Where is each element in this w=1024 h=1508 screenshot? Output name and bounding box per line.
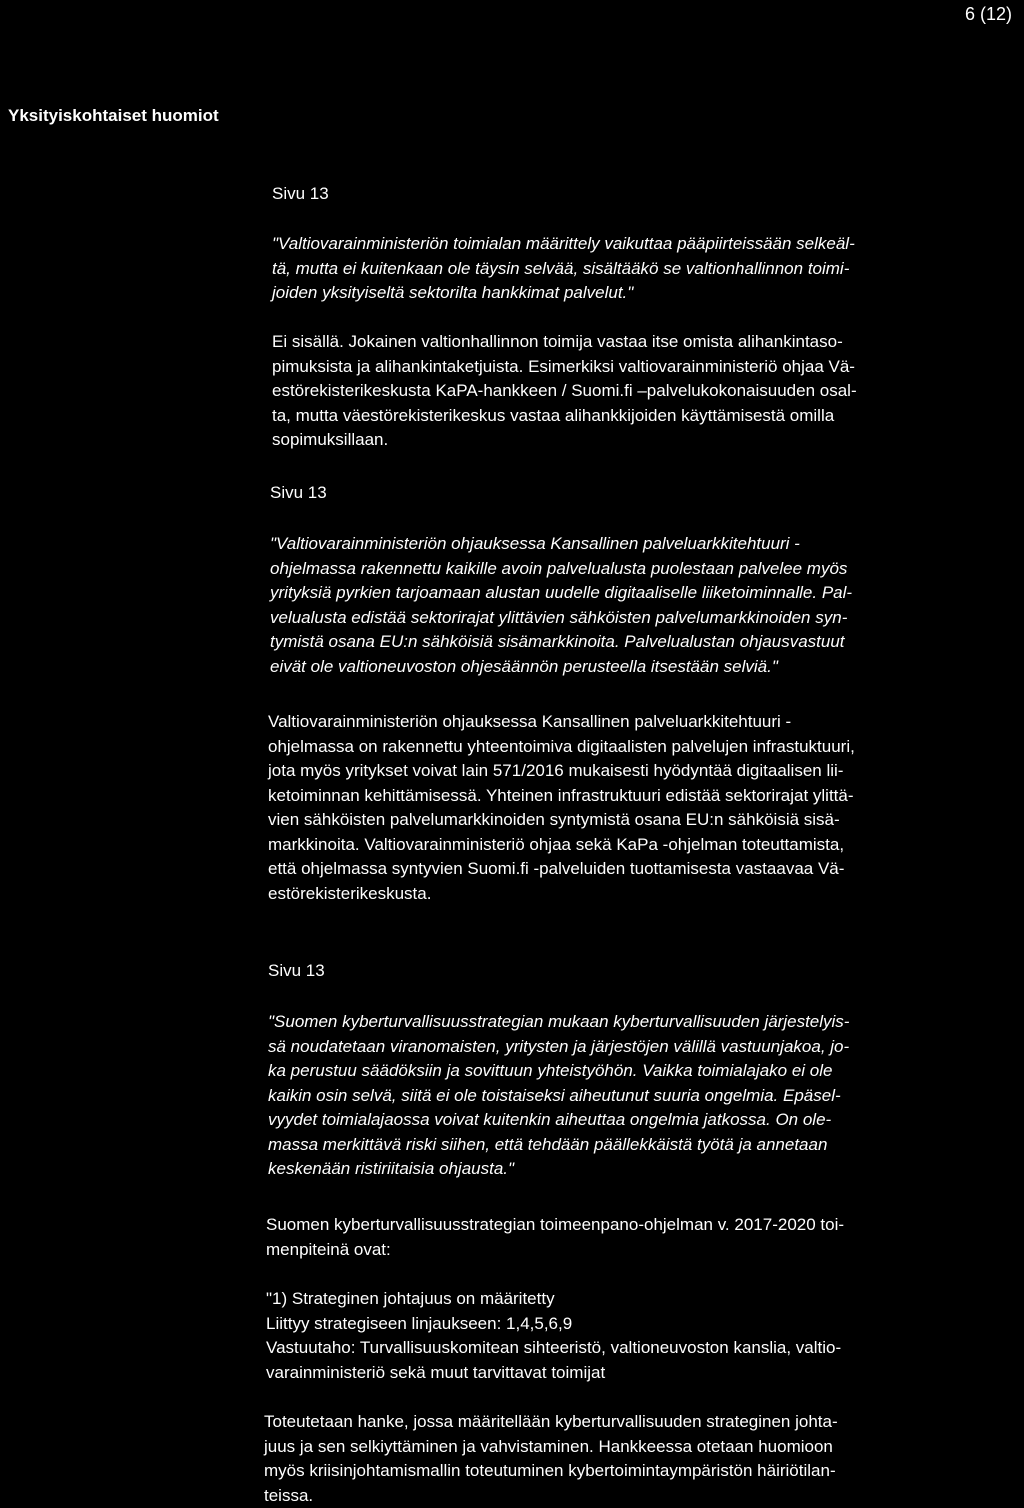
- page-reference: Sivu 13: [272, 184, 329, 203]
- quoted-passage: "Valtiovarainministeriön toimialan määrittely vaikuttaa pääpiirteissään selkeäl- tä, mutta ei kuitenkaan ole täysin selvää, sisältääkö se valtionhallinnon toimi- joiden yksityiseltä sektorilta hankkimat palvelut.": [272, 234, 855, 302]
- page-reference: Sivu 13: [270, 483, 327, 502]
- response-paragraph: Valtiovarainministeriön ohjauksessa Kansallinen palveluarkkitehtuuri - ohjelmassa on rakennettu yhteentoimiva digitaalisten palvelujen infrastuktuuri, jota myös yritykset voivat lain 571/2016 mukaisesti hyödyntää digitaalisen lii- ketoiminnan kehittämisessä. Yhteinen infrastruktuuri edistää sektorirajat ylittä- vien sähköisten palvelumarkkinoiden syntymistä osana EU:n sähköisiä sisä- markkinoita. Valtiovarainministeriö ohjaa sekä KaPa -ohjelman toteuttamista, että ohjelmassa syntyvien Suomi.fi -palveluiden tuottamisesta vastaavaa Vä- estörekisterikeskusta.: [268, 712, 855, 903]
- response-paragraph: Ei sisällä. Jokainen valtionhallinnon toimija vastaa itse omista alihankintaso- pimuksista ja alihankintaketjuista. Esimerkiksi valtiovarainministeriö ohjaa Vä- estörekisterikeskusta KaPA-hankkeen / Suomi.fi –palvelukokonaisuuden osal- ta, mutta väestörekisterikeskus vastaa alihankkijoiden käyttämisestä omilla sopimuksillaan.: [272, 332, 857, 449]
- page-reference: Sivu 13: [268, 961, 325, 980]
- section-heading: Yksityiskohtaiset huomiot: [8, 106, 219, 125]
- quoted-passage: "Valtiovarainministeriön ohjauksessa Kansallinen palveluarkkitehtuuri - ohjelmassa rakennettu kaikille avoin palvelualusta puolestaan palvelee myös yrityksiä pyrkien tarjoamaan alustan uudelle digitaaliselle liiketoiminnalle. Pal- velualusta edistää sektorirajat ylittävien sähköisten palvelumarkkinoiden syn- tymistä osana EU:n sähköisiä sisämarkkinoita. Palvelualustan ohjausvastuut eivät ole valtioneuvoston ohjesäännön perusteella itsestään selviä.": [270, 534, 853, 676]
- list-item-description: Toteutetaan hanke, jossa määritellään kyberturvallisuuden strateginen johta- juus ja sen selkiyttäminen ja vahvistaminen. Hankkeessa otetaan huomioon myös kriisinjohtamismallin toteutuminen kybertoimintaympäristön häiriötilan- teissa.: [264, 1412, 838, 1505]
- response-paragraph: Suomen kyberturvallisuusstrategian toimeenpano-ohjelman v. 2017-2020 toi- menpiteinä ovat:: [266, 1215, 845, 1259]
- quoted-list-item: "1) Strateginen johtajuus on määritetty Liittyy strategiseen linjaukseen: 1,4,5,6,9 Vastuutaho: Turvallisuuskomitean sihteeristö, valtioneuvoston kanslia, valtio- varainministeriö sekä muut tarvittavat toimijat: [266, 1289, 842, 1382]
- quoted-passage: "Suomen kyberturvallisuusstrategian mukaan kyberturvallisuuden järjestelyis- sä noudatetaan viranomaisten, yritysten ja järjestöjen välillä vastuunjakoa, jo- ka perustuu säädöksiin ja sovittuun yhteistyöhön. Vaikka toimialajako ei ole kaikin osin selvä, siitä ei ole toistaiseksi aiheutunut suuria ongelmia. Epäsel- vyydet toimialajaossa voivat kuitenkin aiheuttaa ongelmia jatkossa. On ole- massa merkittävä riski siihen, että tehdään päällekkäistä työtä ja annetaan keskenään ristiriitaisia ohjausta.": [268, 1012, 850, 1178]
- page-number: 6 (12): [964, 4, 1012, 24]
